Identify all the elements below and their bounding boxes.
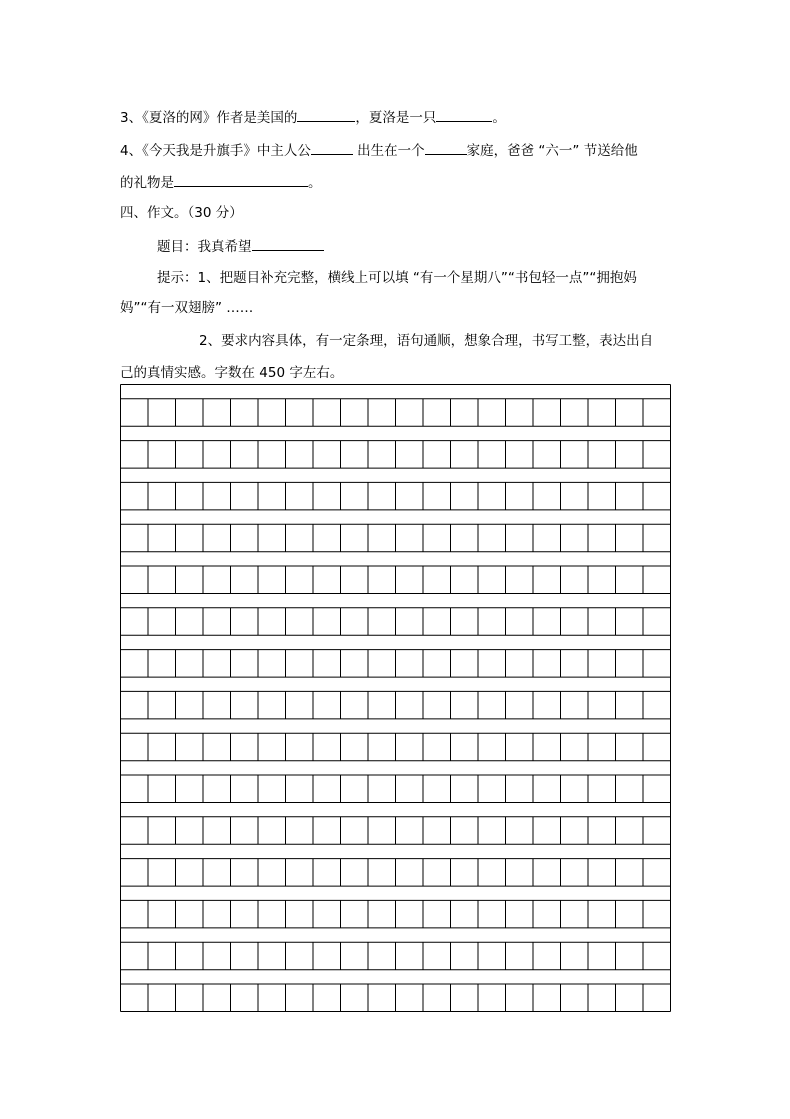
section-4-heading: 四、作文。（30 分） [120, 205, 243, 221]
essay-title-line [157, 236, 324, 257]
hint-2-line-1: 2、要求内容具体，有一定条理，语句通顺，想象合理，书写工整，表达出自 [199, 333, 654, 349]
hint-1-line-1: 提示：1、把题目补充完整，横线上可以填 “有一个星期八”“书包轻一点”“拥抱妈 [157, 270, 637, 286]
q4-middle1: 出生在一个 [352, 143, 425, 159]
q3-suffix: 。 [492, 110, 506, 126]
q3-middle: ，夏洛是一只 [355, 110, 437, 126]
question-4-line-2 [120, 172, 322, 193]
essay-writing-grid[interactable] [120, 384, 671, 1019]
q3-blank-charlotte[interactable] [436, 107, 492, 122]
hint-1-line-2: 妈”“有一双翅膀” …… [120, 300, 254, 316]
q4-middle2: 家庭，爸爸 “六一” 节送给他 [466, 143, 638, 159]
essay-title-blank[interactable] [252, 236, 324, 251]
q4-blank-family[interactable] [425, 140, 467, 155]
q4-blank-gift[interactable] [174, 172, 308, 187]
hint-2-line-2: 己的真情实感。字数在 450 字左右。 [120, 365, 344, 381]
q4-line2-suffix: 。 [308, 175, 322, 191]
question-3 [120, 107, 506, 128]
question-4-line-1 [120, 140, 638, 161]
q4-blank-protagonist[interactable] [311, 140, 353, 155]
q4-line2-prefix: 的礼物是 [120, 175, 174, 191]
q3-prefix: 3、《夏洛的网》作者是美国的 [120, 110, 298, 126]
q3-blank-author-country[interactable] [297, 107, 355, 122]
q4-prefix: 4、《今天我是升旗手》中主人公 [120, 143, 311, 159]
essay-title-label: 题目：我真希望 [157, 239, 252, 255]
